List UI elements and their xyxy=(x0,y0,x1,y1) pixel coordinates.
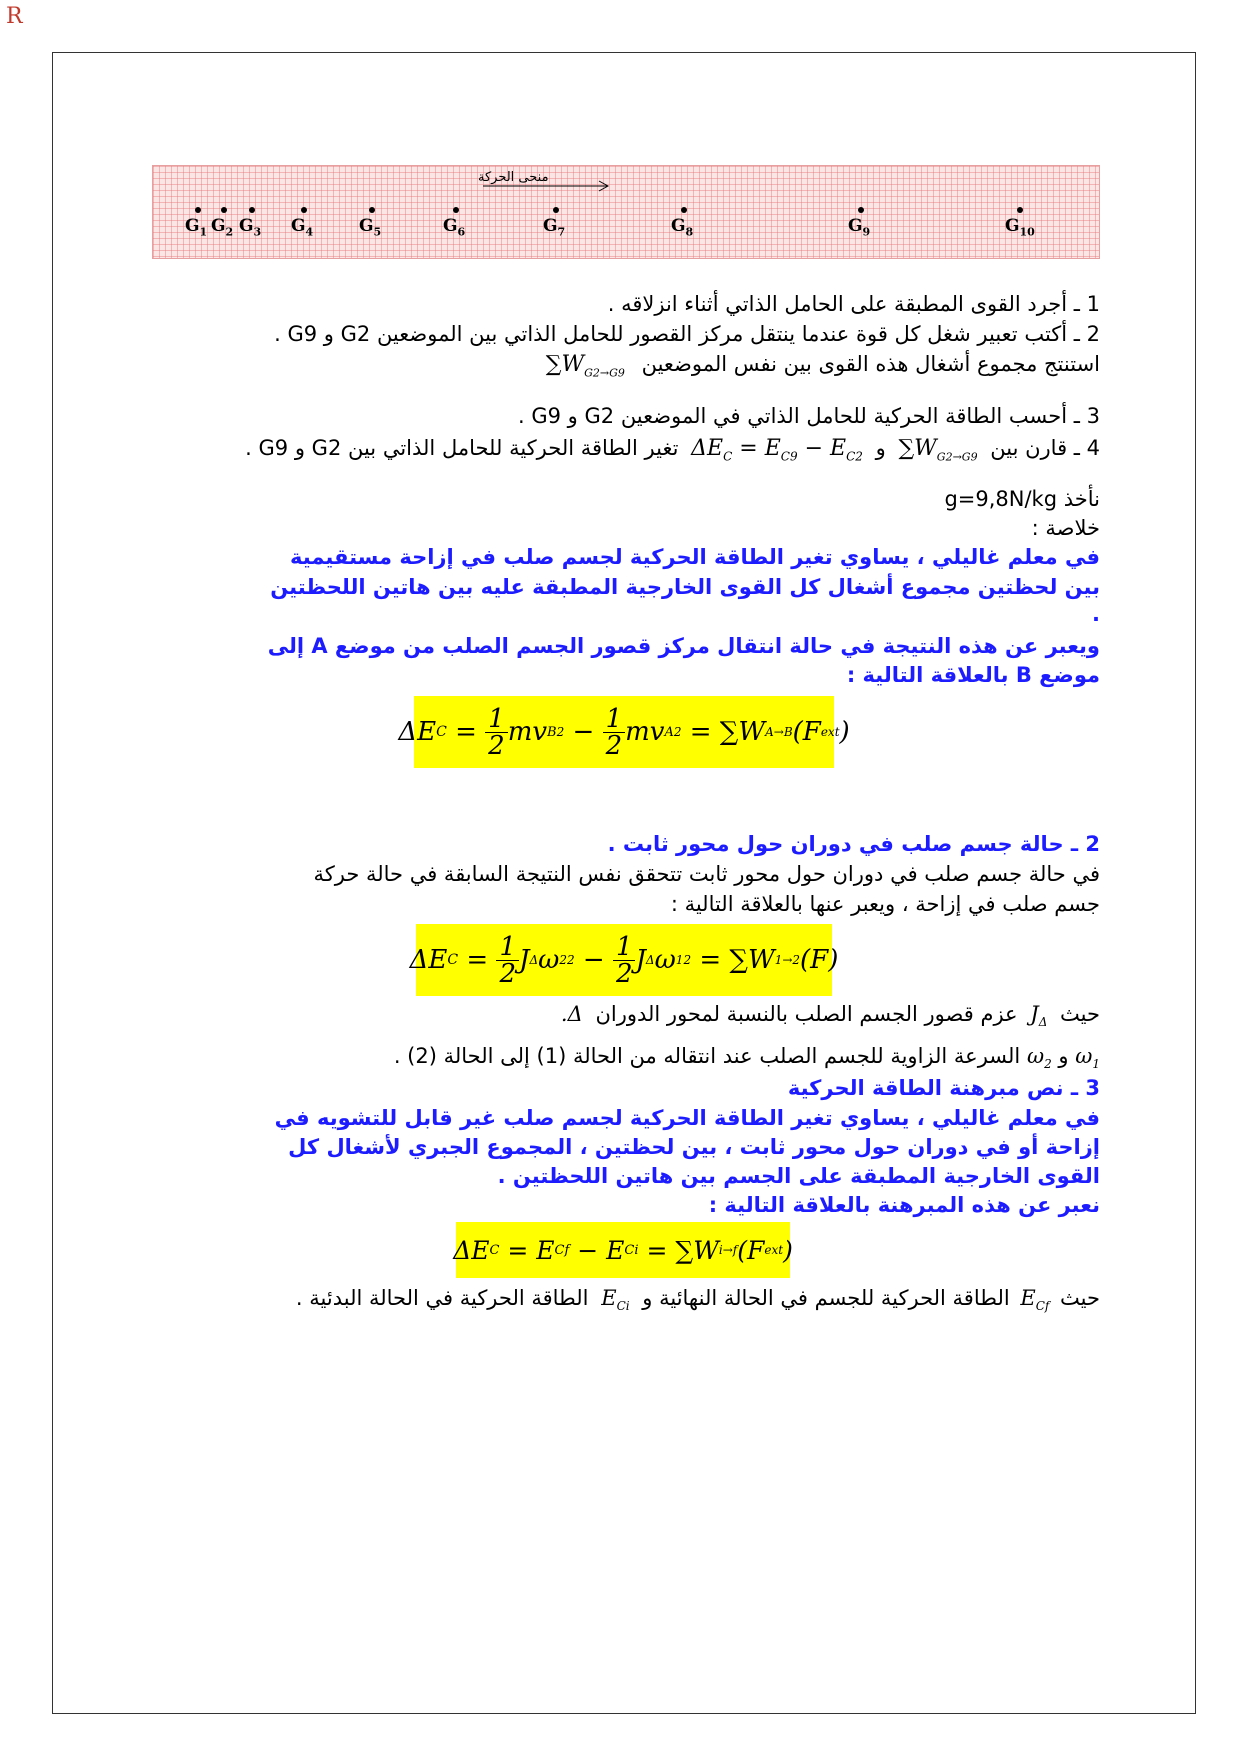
rotation-where-2 xyxy=(140,1042,1100,1078)
point-dot xyxy=(249,207,255,213)
theorem-final-b: الطاقة الحركية للجسم في الحالة النهائية و xyxy=(642,1286,1010,1310)
question-2b-text: استنتج مجموع أشغال هذه القوى بين نفس الموضعين xyxy=(641,352,1100,376)
theorem-final-a: حيث xyxy=(1060,1286,1100,1310)
direction-label: منحى الحركة xyxy=(478,170,549,185)
question-4 xyxy=(140,434,1100,476)
point-label: $G_6$ xyxy=(443,216,466,239)
question-4-b: و xyxy=(875,436,886,460)
translation-theorem-formula: ΔE C = 1 2 mv B 2 − 1 2 mv A 2 = ∑W A→B (F ext ) xyxy=(414,696,834,768)
point-label: $G_7$ xyxy=(543,216,566,239)
axis-symbol: Δ. xyxy=(560,1002,583,1026)
gravity-value: نأخذ g=9,8N/kg xyxy=(944,487,1100,511)
rotation-theorem-formula: ΔE C = 1 2 J Δ ω 2 2 − 1 2 J Δ ω 1 2 = ∑W 1→2 (F) xyxy=(416,924,832,996)
point-label: $G_3$ xyxy=(239,216,262,239)
point-dot xyxy=(453,207,459,213)
omega1-symbol: $\omega_1$ xyxy=(1075,1044,1100,1072)
conclusion-line-4: ويعبر عن هذه النتيجة في حالة انتقال مركز قصور الجسم الصلب من موضع A إلى xyxy=(267,634,1100,658)
point-label: $G_1$ xyxy=(185,216,208,239)
kinetic-energy-theorem-formula: ΔE C = E Cf − E Ci = ∑W i→f (F ext ) xyxy=(456,1222,790,1278)
omega2-symbol: $\omega_2$ xyxy=(1026,1044,1052,1072)
inertia-symbol: $J_\Delta$ xyxy=(1030,1002,1048,1030)
rotation-where-1 xyxy=(140,1000,1100,1036)
point-label: $G_9$ xyxy=(848,216,871,239)
conclusion-line-2: بين لحظتين مجموع أشغال كل القوى الخارجية المطبقة عليه بين هاتين اللحظتين xyxy=(270,575,1100,599)
rotation-where-1-b: عزم قصور الجسم الصلب بالنسبة لمحور الدوران xyxy=(595,1002,1018,1026)
conclusion-line-1: في معلم غاليلي ، يساوي تغير الطاقة الحركية لجسم صلب في إزاحة مستقيمية xyxy=(290,545,1100,569)
point-dot xyxy=(1017,207,1023,213)
corner-mark: R xyxy=(6,4,23,29)
point-dot xyxy=(858,207,864,213)
rotation-where-1-a: حيث xyxy=(1060,1002,1100,1026)
rotation-line-2: جسم صلب في إزاحة ، ويعبر عنها بالعلاقة التالية : xyxy=(670,892,1100,916)
theorem-line-2: إزاحة أو في دوران حول محور ثابت ، بين لحظتين ، المجموع الجبري لأشغال كل xyxy=(288,1135,1100,1159)
work-sum-formula: $\sum W_{G2\to G9}$ xyxy=(898,436,978,464)
theorem-title: 3 ـ نص مبرهنة الطاقة الحركية xyxy=(787,1076,1100,1100)
theorem-line-3: القوى الخارجية المطبقة على الجسم بين هاتين اللحظتين . xyxy=(497,1164,1100,1188)
question-4-a: 4 ـ قارن بين xyxy=(990,436,1100,460)
question-3: 3 ـ أحسب الطاقة الحركية للحامل الذاتي في الموضعين G2 و G9 . xyxy=(518,404,1100,428)
rotation-where-2-b: السرعة الزاوية للجسم الصلب عند انتقاله من الحالة (1) إلى الحالة (2) . xyxy=(393,1044,1021,1068)
theorem-final-c: الطاقة الحركية في الحالة البدئية . xyxy=(295,1286,589,1310)
point-dot xyxy=(195,207,201,213)
summary-label: خلاصة : xyxy=(1031,516,1100,540)
conclusion-line-3: . xyxy=(1092,602,1100,626)
point-label: $G_2$ xyxy=(211,216,234,239)
direction-arrow xyxy=(153,166,1099,258)
point-label: $G_8$ xyxy=(671,216,694,239)
ecf-symbol: $E_{Cf}$ xyxy=(1020,1286,1050,1314)
theorem-line-1: في معلم غاليلي ، يساوي تغير الطاقة الحركية لجسم صلب غير قابل للتشويه في xyxy=(274,1106,1100,1130)
point-dot xyxy=(553,207,559,213)
point-dot xyxy=(301,207,307,213)
point-dot xyxy=(681,207,687,213)
point-dot xyxy=(221,207,227,213)
point-label: $G_{10}$ xyxy=(1005,216,1035,239)
point-label: $G_5$ xyxy=(359,216,382,239)
rotation-line-1: في حالة جسم صلب في دوران حول محور ثابت تتحقق نفس النتيجة السابقة في حالة حركة xyxy=(313,862,1100,886)
eci-symbol: $E_{Ci}$ xyxy=(601,1286,630,1314)
rotation-title: 2 ـ حالة جسم صلب في دوران حول محور ثابت . xyxy=(607,832,1100,856)
question-4-c: تغير الطاقة الحركية للحامل الذاتي بين G2 و G9 . xyxy=(245,436,679,460)
question-2b xyxy=(140,350,1100,392)
question-1: 1 ـ أجرد القوى المطبقة على الحامل الذاتي أثناء انزلاقه . xyxy=(607,292,1100,316)
theorem-final xyxy=(140,1284,1100,1324)
point-dot xyxy=(369,207,375,213)
chronophotograph-strip xyxy=(152,165,1100,259)
point-label: $G_4$ xyxy=(291,216,314,239)
question-2: 2 ـ أكتب تعبير شغل كل قوة عندما ينتقل مركز القصور للحامل الذاتي بين الموضعين G2 و G9 . xyxy=(274,322,1100,346)
theorem-line-4: نعبر عن هذه المبرهنة بالعلاقة التالية : xyxy=(708,1193,1100,1217)
rotation-where-2-a: و xyxy=(1058,1044,1069,1068)
kinetic-energy-variation-formula: $\Delta E_C = E_{C9} - E_{C2}$ xyxy=(691,436,863,464)
conclusion-line-5: موضع B بالعلاقة التالية : xyxy=(846,663,1100,687)
work-sum-formula: $\sum W_{G2\to G9}$ xyxy=(545,352,625,380)
